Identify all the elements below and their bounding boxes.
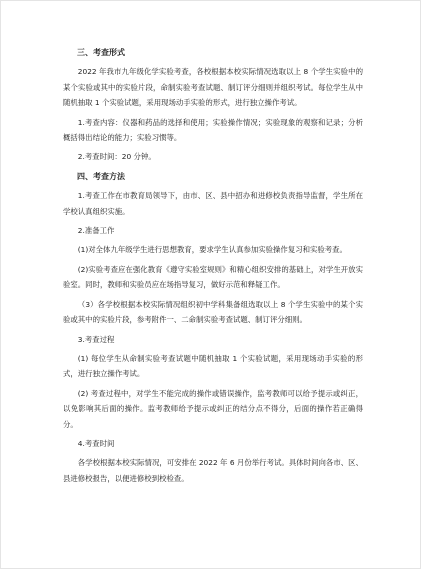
section-4-item-1: 1.考查工作在市教育局领导下，由市、区、县中招办和进修校负责指导监督，学生所在学校认真组织实施。 [63, 191, 363, 216]
document-body [63, 45, 363, 486]
preparation-item-2: (2)实验考查应在强化教育《遵守实验室规则》和精心组织安排的基础上，对学生开放实验室。同时，教师和实验员应在场指导复习，做好示范和释疑工作。 [63, 264, 363, 290]
section-3-paragraph: 2022 年我市九年级化学实验考查，各校根据本校实际情况选取以上 8 个学生实验中的某个实验或其中的实验片段，命制实验考查试题、制订评分细则并组织考试。每位学生从中随机抽取 1 个实验试题，采用现场动手实验的形式，进行独立操作考试。 [63, 67, 363, 108]
section-3-item-1: 1.考查内容：仪器和药品的选择和使用；实验操作情况；实验现象的观察和记录；分析概括得出结论的能力；实验习惯等。 [63, 117, 363, 143]
preparation-heading: 2.准备工作 [77, 226, 115, 236]
section-3-item-2: 2.考查时间：20 分钟。 [77, 152, 156, 162]
schedule-paragraph: 各学校根据本校实际情况，可安排在 2022 年 6 月份举行考试。具体时间向各市、区、县进修校报告，以便进修校到校检查。 [63, 458, 363, 483]
process-item-2: (2) 考查过程中，对学生不能完成的操作或错误操作，监考教师可以给予提示或纠正，以免影响其后面的操作。监考教师给予提示或纠正的结分点不得分，后面的操作若正确得分。 [63, 388, 363, 429]
schedule-heading: 4.考查时间 [77, 438, 115, 448]
process-item-1: (1) 每位学生从命制实验考查试题中随机抽取 1 个实验试题，采用现场动手实验的形式，进行独立操作考试。 [63, 353, 363, 379]
process-heading: 3.考查过程 [77, 334, 115, 344]
section-3-heading: 三、考查形式 [77, 48, 125, 57]
preparation-item-1: (1)对全体九年级学生进行思想教育，要求学生认真参加实验操作复习和实验考查。 [77, 245, 347, 255]
preparation-item-3: （3）各学校根据本校实际情况组织初中学科集备组选取以上 8 个学生实验中的某个实验或其中的实验片段，参考附件一、二命制实验考查试题、制订评分细则。 [63, 299, 363, 325]
section-4-heading: 四、考查方法 [77, 171, 125, 181]
